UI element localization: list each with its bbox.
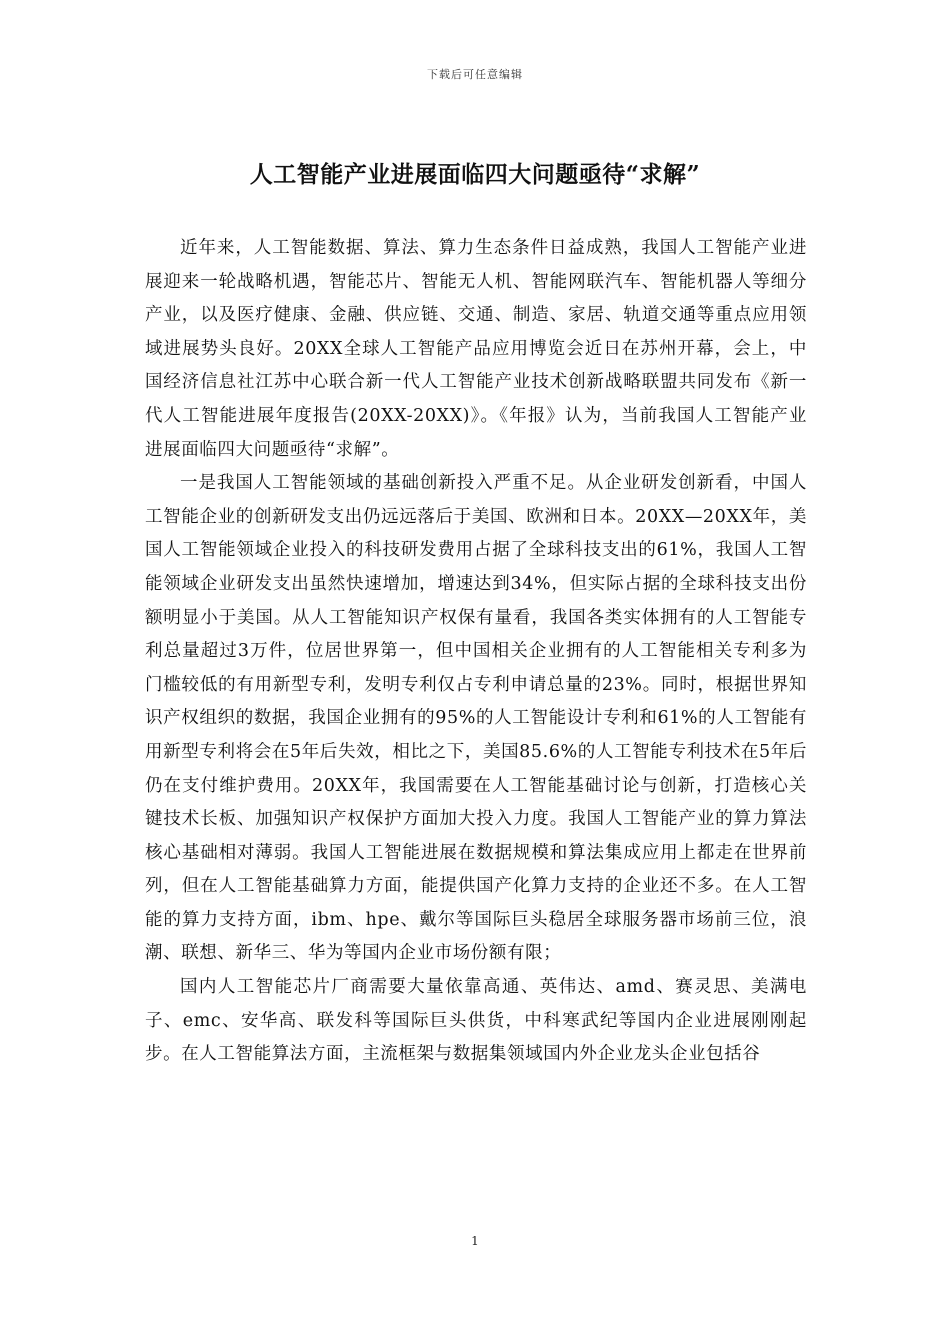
document-body — [145, 232, 807, 1072]
document-title: 人工智能产业进展面临四大问题亟待“求解” — [249, 161, 701, 188]
page-number: 1 — [471, 1234, 479, 1248]
paragraph-problem-one: 一是我国人工智能领域的基础创新投入严重不足。从企业研发创新看，中国人工智能企业的创新研发支出仍远远落后于美国、欧洲和日本。20XX—20XX年，美国人工智能领域企业投入的科技研发费用占据了全球科技支出的61%，我国人工智能领域企业研发支出虽然快速增加，增速达到34%，但实际占据的全球科技支出份额明显小于美国。从人工智能知识产权保有量看，我国各类实体拥有的人工智能专利总量超过3万件，位居世界第一，但中国相关企业拥有的人工智能相关专利多为门槛较低的有用新型专利，发明专利仅占专利申请总量的23%。同时，根据世界知识产权组织的数据，我国企业拥有的95%的人工智能设计专利和61%的人工智能有用新型专利将会在5年后失效，相比之下，美国85.6%的人工智能专利技术在5年后仍在支付维护费用。20XX年，我国需要在人工智能基础讨论与创新，打造核心关键技术长板、加强知识产权保护方面加大投入力度。我国人工智能产业的算力算法核心基础相对薄弱。我国人工智能进展在数据规模和算法集成应用上都走在世界前列，但在人工智能基础算力方面，能提供国产化算力支持的企业还不多。在人工智能的算力支持方面，ibm、hpe、戴尔等国际巨头稳居全球服务器市场前三位，浪潮、联想、新华三、华为等国内企业市场份额有限； — [145, 473, 807, 964]
header-note: 下载后可任意编辑 — [427, 68, 523, 81]
paragraph-chips: 国内人工智能芯片厂商需要大量依靠高通、英伟达、amd、赛灵思、美满电子、emc、安华高、联发科等国际巨头供货，中科寒武纪等国内企业进展刚刚起步。在人工智能算法方面，主流框架与数据集领域国内外企业龙头企业包括谷 — [145, 977, 807, 1065]
paragraph-intro: 近年来，人工智能数据、算法、算力生态条件日益成熟，我国人工智能产业进展迎来一轮战略机遇，智能芯片、智能无人机、智能网联汽车、智能机器人等细分产业，以及医疗健康、金融、供应链、交通、制造、家居、轨道交通等重点应用领域进展势头良好。20XX全球人工智能产品应用博览会近日在苏州开幕，会上，中国经济信息社江苏中心联合新一代人工智能产业技术创新战略联盟共同发布《新一代人工智能进展年度报告(20XX-20XX)》。《年报》认为，当前我国人工智能产业进展面临四大问题亟待“求解”。 — [145, 238, 807, 460]
